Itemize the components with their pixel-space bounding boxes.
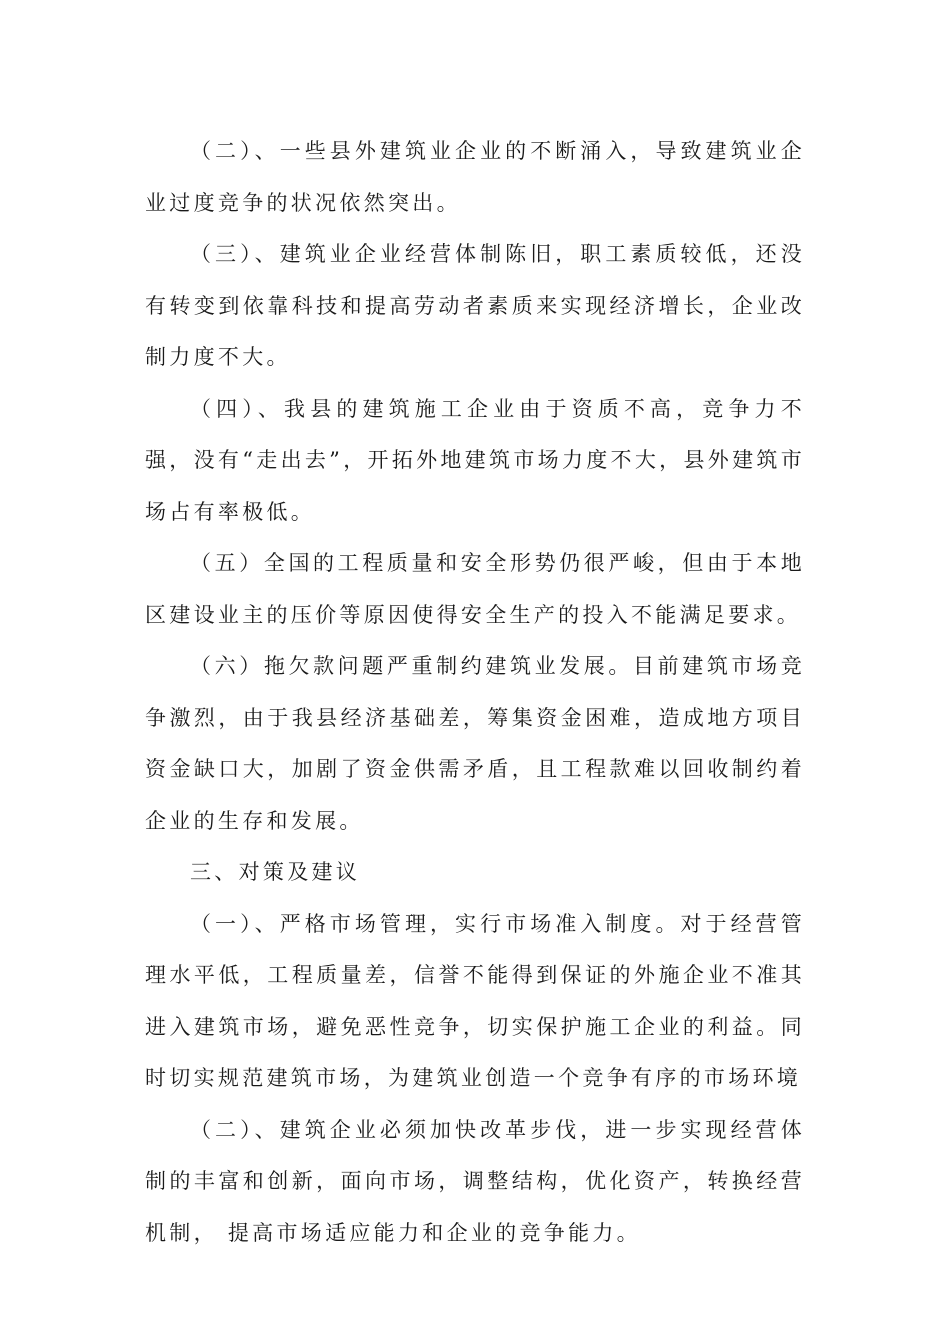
document-body (145, 126, 805, 1259)
paragraph-2-measure: （二）、建筑企业必须加快改革步伐，进一步实现经营体制的丰富和创新，面向市场，调整结构，优化资产，转换经营机制， 提高市场适应能力和企业的竞争能力。 (145, 1117, 805, 1245)
paragraph-3-issue: （三）、建筑业企业经营体制陈旧，职工素质较低，还没有转变到依靠科技和提高劳动者素质来实现经济增长，企业改制力度不大。 (145, 242, 805, 369)
paragraph-4-issue: （四）、我县的建筑施工企业由于资质不高，竞争力不强，没有“走出去”，开拓外地建筑市场力度不大，县外建筑市场占有率极低。 (145, 396, 805, 524)
paragraph-2-issue: （二）、一些县外建筑业企业的不断涌入，导致建筑业企业过度竞争的状况依然突出。 (145, 139, 805, 215)
paragraph-5-issue: （五）全国的工程质量和安全形势仍很严峻，但由于本地区建设业主的压价等原因使得安全生产的投入不能满足要求。 (145, 551, 805, 627)
section-heading-countermeasures: 三、对策及建议 (190, 860, 361, 884)
paragraph-1-measure: （一）、严格市场管理，实行市场准入制度。对于经营管理水平低，工程质量差，信誉不能得到保证的外施企业不准其进入建筑市场，避免恶性竞争，切实保护施工企业的利益。同时切实规范建筑市场，为建筑业创造一个竞争有序的市场环境 (145, 911, 805, 1090)
paragraph-6-issue: （六）拖欠款问题严重制约建筑业发展。目前建筑市场竞争激烈，由于我县经济基础差，筹集资金困难，造成地方项目资金缺口大，加剧了资金供需矛盾，且工程款难以回收制约着企业的生存和发展。 (145, 654, 805, 833)
